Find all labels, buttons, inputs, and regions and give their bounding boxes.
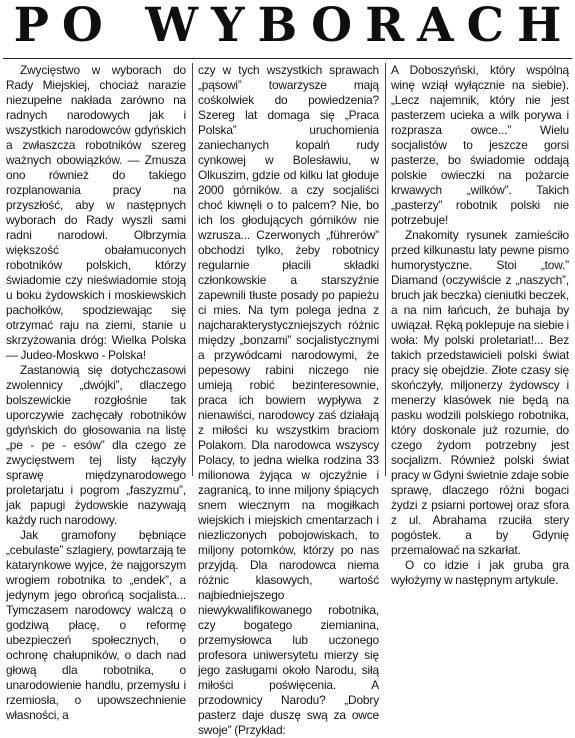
column-divider: [385, 63, 386, 476]
article-column-1: [6, 63, 186, 723]
article-column-3: [391, 63, 569, 588]
paragraph: O co idzie i jak gruba gra wyłożymy w następnym artykule.: [391, 558, 569, 587]
paragraph: czy w tych wszystkich sprawach „pąsowi” towarzysze mają cośkolwiek do powiedzenia? Szereg lat domaga się „Praca Polska” uruchomienia zaniechanych kopalń rudy cynkowej w Bolesławiu, w Olkuszim, gdzie od kilku lat głoduje 2000 górników. a czy socjaliści choć kiwnęli o to palcem? Nie, bo ich los głodujących górników nie wzrusza... Czerwonych „führerów” obchodzi tylko, żeby robotnicy regularnie płacili składki członkowskie a starszyźnie zapewnili tłuste posady po papieżu ci mies. Na tym polega jedna z najcharakterystyczniejszych różnic między „bonzami” socjalistycznymi a przywódcami narodowymi, że pepesowy rabini niczego nie umieją robić bezinteresownie, praca ich bowiem wypływa z nienawiści, narodowcy zaś działają z miłości ku wszystkim braciom Polakom. Dla narodowca wszyscy Polacy, to jedna wielka rodzina 33 milionowa żyjąca w ojczyźnie i zagranicą, to inne miljony śpiących snem wiecznym na mogiłkach wiejskich i miejskich cmentarzach i niezliczonych pobojowiskach, to miljony potomków, którzy po nas przyjdą. Dla narodowca niema różnic klasowych, wartość najbiedniejszego niewykwalifikowanego robotnika, czy bogatego ziemianina, przemysłowca lub uczonego profesora uniwersytetu mierzy się jego zasługami około Narodu, siłą miłości poświęcenia. A przodownicy Narodu? „Dobry pasterz daje duszę swą za owce swoje” (Przykład:: [198, 63, 379, 737]
column-divider: [192, 63, 193, 476]
article-column-2: [198, 63, 379, 738]
paragraph: Jak gramofony bębniące „cebulaste” szlagiery, powtarzają te katarynkowe wyjce, że najgorszym wrogiem robotnika to „endek”, a jedynym jego obrońcą socjalista... Tymczasem narodowcy walczą o godziwą płacę, o reformę ubezpieczeń społecznych, o ochronę chałupników, o dach nad głową dla robotnika, o unarodowienie handlu, przemysłu i rzemiosła, o upowszechnienie własności, a: [6, 528, 186, 722]
paragraph: Znakomity rysunek zamieściło przed kilkunastu laty pewne pismo humorystyczne. Stoi „tow.” Diamand (oczywiście z „naszych”, bruch jak beczka) cieniutki beczek, a na nim łańcuch, że buhaja by uwiązał. Ręką poklepuje na siebie i woła: My polski proletariat!... Bez takich przedstawicieli polski świat pracy się obejdzie. Złote czasy się skończyły, miljonerzy żydowscy i menerzy klasówek nie będą na pasku wodzili polskiego robotnika, który doskonale już rozumie, do czego żydom potrzebny jest socjalizm. Również polski świat pracy w Gdyni świetnie zdaje sobie sprawę, dlaczego różni bogaci żydzi z psiarni portowej oraz sfora z ul. Abrahama rzuciła stery pogóstek. a by Gdynię przemalować na szkarłat.: [391, 228, 569, 557]
paragraph: A Doboszyński, który wspólną winę wziął wyłącznie na siebie). „Lecz najemnik, który nie jest pasterzem ucieka a wilk porywa i rozprasza owce...” Wielu socjalistów to jeszcze gorsi pasterze, bo świadomie oddają polskie owieczki na pożarcie krwawych „wilków”. Takich „pasterzy” robotnik polski nie potrzebuje!: [391, 63, 569, 227]
headline: PO WYBORACH: [13, 0, 575, 53]
headline-rule: [3, 58, 572, 59]
paragraph: Zastanowią się dotychczasowi zwolennicy „dwójki”, dlaczego bolszewickie rozgłośnie tak uporczywie zachęcały robotników gdyńskich do głosowania na listę „pe - pe - esów” dla czego ze zwycięstwem tej listy łączyły sprawę międzynarodowego proletarjatu i pogrom „faszyzmu”, jak papugi żydowskie nazywają każdy ruch narodowy.: [6, 363, 186, 527]
paragraph: Zwycięstwo w wyborach do Rady Miejskiej, chociaż narazie niezupełne nakłada zarówno na radnych narodowych jak i wszystkich narodowców gdyńskich a zwłaszcza robotników szereg ważnych obowiązków. — Zmusza ono również do takiego rozplanowania pracy na przyszłość, aby w następnych wyborach do Rady wyszli sami radni narodowi. Olbrzymia większość obałamuconych robotników polskich, którzy świadomie czy nieświadomie stoją u boku żydowskich i moskiewskich pachołków, spodziewając się otrzymać raju na ziemi, stanie u skrzyżowania dróg: Wielka Polska — Judeo-Moskwo - Polska!: [6, 63, 186, 362]
